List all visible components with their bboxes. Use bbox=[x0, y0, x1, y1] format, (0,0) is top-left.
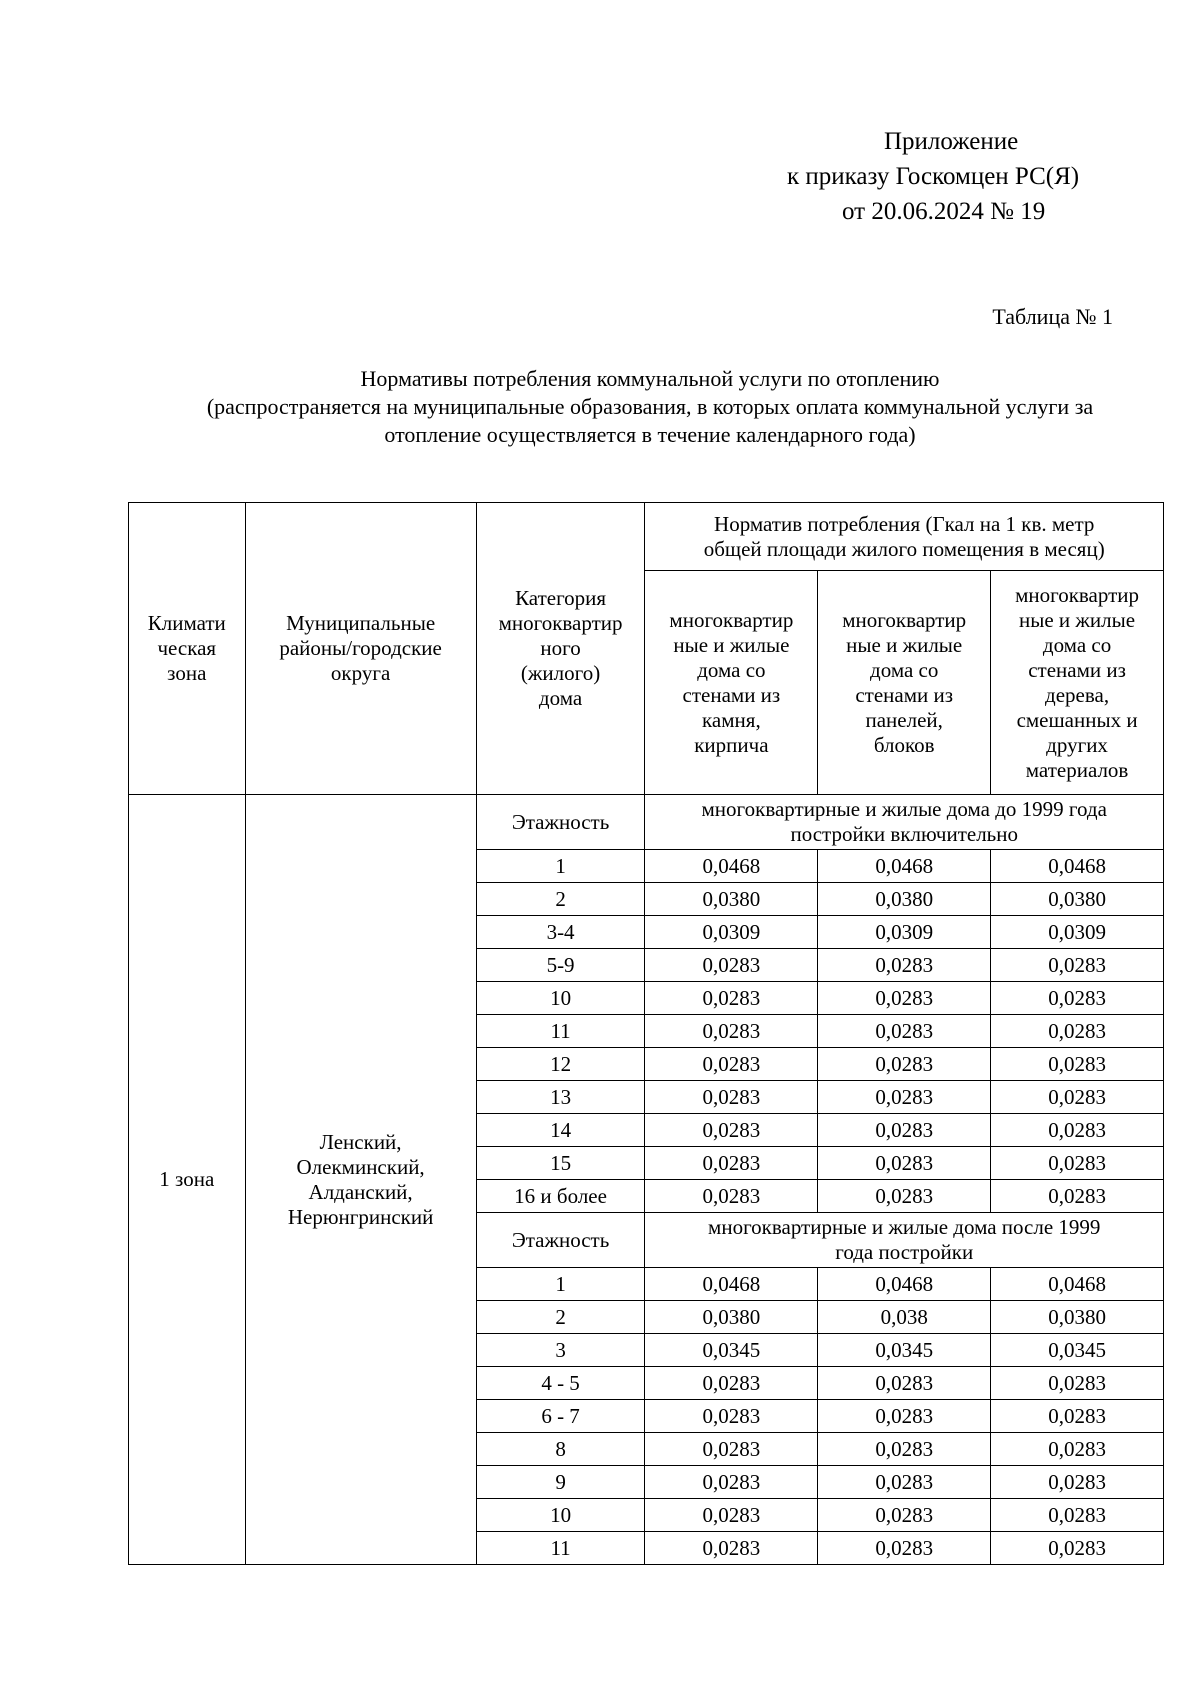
stone-walls-line: кирпича bbox=[694, 732, 769, 757]
norm-line: общей площади жилого помещения в месяц) bbox=[703, 536, 1105, 561]
stone-value-cell: 0,0380 bbox=[645, 1301, 818, 1334]
stone-value-cell: 0,0380 bbox=[645, 883, 818, 916]
stone-value-cell: 0,0468 bbox=[645, 1268, 818, 1301]
section-caption-line: многоквартирные и жилые дома до 1999 года bbox=[701, 797, 1107, 821]
panel-value-cell: 0,0283 bbox=[818, 1180, 991, 1213]
floors-cell: 1 bbox=[476, 850, 645, 883]
panel-value-cell: 0,0283 bbox=[818, 1367, 991, 1400]
header-stone-walls bbox=[645, 571, 818, 795]
section-caption-line: постройки включительно bbox=[790, 822, 1018, 846]
stone-walls-line: дома со bbox=[697, 657, 766, 682]
wood-walls-line: стенами из bbox=[1028, 657, 1126, 682]
stone-walls-line: ные и жилые bbox=[673, 632, 790, 657]
title-line-1: Нормативы потребления коммунальной услуги по отоплению bbox=[360, 366, 940, 391]
wood-value-cell: 0,0468 bbox=[991, 850, 1164, 883]
header-wood-walls bbox=[991, 571, 1164, 795]
climate-zone-line: зона bbox=[167, 661, 207, 685]
panel-value-cell: 0,0309 bbox=[818, 916, 991, 949]
stone-value-cell: 0,0283 bbox=[645, 1367, 818, 1400]
panel-value-cell: 0,0283 bbox=[818, 949, 991, 982]
wood-value-cell: 0,0345 bbox=[991, 1334, 1164, 1367]
title-line-2: (распространяется на муниципальные образования, в которых оплата коммунальной услуги за bbox=[206, 394, 1094, 419]
norm-line: Норматив потребления (Гкал на 1 кв. метр bbox=[714, 511, 1095, 536]
wood-value-cell: 0,0283 bbox=[991, 1433, 1164, 1466]
floors-cell: 5-9 bbox=[476, 949, 645, 982]
document-title bbox=[130, 365, 1170, 449]
wood-value-cell: 0,0283 bbox=[991, 1180, 1164, 1213]
panel-walls-line: панелей, bbox=[865, 707, 943, 732]
table-number: Таблица № 1 bbox=[992, 304, 1113, 329]
header-panel-walls bbox=[818, 571, 991, 795]
panel-value-cell: 0,0283 bbox=[818, 1466, 991, 1499]
panel-value-cell: 0,0283 bbox=[818, 1499, 991, 1532]
panel-value-cell: 0,038 bbox=[818, 1301, 991, 1334]
stone-value-cell: 0,0345 bbox=[645, 1334, 818, 1367]
stone-value-cell: 0,0283 bbox=[645, 982, 818, 1015]
wood-value-cell: 0,0283 bbox=[991, 1499, 1164, 1532]
districts-cell bbox=[245, 795, 476, 1565]
wood-value-cell: 0,0283 bbox=[991, 1466, 1164, 1499]
wood-walls-line: ные и жилые bbox=[1019, 607, 1136, 632]
floors-cell: 12 bbox=[476, 1048, 645, 1081]
panel-value-cell: 0,0468 bbox=[818, 850, 991, 883]
floors-cell: 2 bbox=[476, 883, 645, 916]
climate-zone-line: ческая bbox=[157, 636, 217, 660]
panel-value-cell: 0,0283 bbox=[818, 1147, 991, 1180]
category-line: многоквартир bbox=[498, 611, 623, 635]
stone-walls-line: стенами из bbox=[682, 682, 781, 707]
floors-cell: 6 - 7 bbox=[476, 1400, 645, 1433]
panel-walls-line: блоков bbox=[873, 732, 935, 757]
category-line: (жилого) bbox=[520, 661, 601, 685]
district-name: Ленский, bbox=[319, 1129, 402, 1154]
panel-walls-line: ные и жилые bbox=[846, 632, 963, 657]
appendix-date: от 20.06.2024 № 19 bbox=[842, 198, 1046, 225]
wood-value-cell: 0,0283 bbox=[991, 1532, 1164, 1565]
floors-label: Этажность bbox=[476, 1213, 645, 1268]
stone-value-cell: 0,0283 bbox=[645, 1532, 818, 1565]
wood-walls-line: дома со bbox=[1042, 632, 1112, 657]
wood-value-cell: 0,0309 bbox=[991, 916, 1164, 949]
panel-value-cell: 0,0283 bbox=[818, 1048, 991, 1081]
stone-value-cell: 0,0283 bbox=[645, 1400, 818, 1433]
panel-walls-line: стенами из bbox=[855, 682, 954, 707]
floors-cell: 2 bbox=[476, 1301, 645, 1334]
floors-cell: 8 bbox=[476, 1433, 645, 1466]
wood-walls-line: материалов bbox=[1025, 757, 1129, 782]
wood-walls-line: смешанных и bbox=[1016, 707, 1138, 732]
stone-value-cell: 0,0283 bbox=[645, 1081, 818, 1114]
stone-walls-line: многоквартир bbox=[669, 607, 794, 632]
floors-label: Этажность bbox=[476, 795, 645, 850]
floors-cell: 15 bbox=[476, 1147, 645, 1180]
appendix-order: к приказу Госкомцен РС(Я) bbox=[787, 163, 1080, 190]
appendix-title: Приложение bbox=[884, 128, 1019, 155]
floors-cell: 10 bbox=[476, 982, 645, 1015]
wood-value-cell: 0,0283 bbox=[991, 1367, 1164, 1400]
wood-walls-line: многоквартир bbox=[1015, 582, 1140, 607]
header-districts bbox=[245, 503, 476, 795]
panel-walls-line: многоквартир bbox=[842, 607, 967, 632]
panel-value-cell: 0,0345 bbox=[818, 1334, 991, 1367]
category-line: ного bbox=[540, 636, 581, 660]
floors-cell: 10 bbox=[476, 1499, 645, 1532]
floors-cell: 16 и более bbox=[476, 1180, 645, 1213]
floors-cell: 1 bbox=[476, 1268, 645, 1301]
wood-value-cell: 0,0283 bbox=[991, 982, 1164, 1015]
section-caption bbox=[645, 1213, 1164, 1268]
header-norm bbox=[645, 503, 1164, 571]
norms-table bbox=[128, 502, 1164, 1565]
panel-value-cell: 0,0283 bbox=[818, 1114, 991, 1147]
section-caption bbox=[645, 795, 1164, 850]
stone-value-cell: 0,0468 bbox=[645, 850, 818, 883]
panel-value-cell: 0,0283 bbox=[818, 1532, 991, 1565]
stone-value-cell: 0,0283 bbox=[645, 949, 818, 982]
districts-line: районы/городские bbox=[279, 636, 442, 660]
title-line-3: отопление осуществляется в течение календарного года) bbox=[384, 422, 916, 447]
header-category bbox=[476, 503, 645, 795]
category-line: Категория bbox=[515, 586, 607, 610]
wood-value-cell: 0,0380 bbox=[991, 1301, 1164, 1334]
panel-value-cell: 0,0468 bbox=[818, 1268, 991, 1301]
district-name: Алданский, bbox=[308, 1179, 413, 1204]
climate-zone-label: 1 зона bbox=[159, 1167, 215, 1191]
wood-value-cell: 0,0283 bbox=[991, 1081, 1164, 1114]
category-line: дома bbox=[538, 686, 583, 710]
stone-value-cell: 0,0309 bbox=[645, 916, 818, 949]
panel-value-cell: 0,0380 bbox=[818, 883, 991, 916]
panel-value-cell: 0,0283 bbox=[818, 982, 991, 1015]
climate-zone-line: Климати bbox=[147, 611, 226, 635]
wood-value-cell: 0,0283 bbox=[991, 1147, 1164, 1180]
stone-walls-line: камня, bbox=[702, 707, 761, 732]
floors-cell: 3-4 bbox=[476, 916, 645, 949]
floors-cell: 4 - 5 bbox=[476, 1367, 645, 1400]
stone-value-cell: 0,0283 bbox=[645, 1147, 818, 1180]
wood-value-cell: 0,0380 bbox=[991, 883, 1164, 916]
stone-value-cell: 0,0283 bbox=[645, 1180, 818, 1213]
stone-value-cell: 0,0283 bbox=[645, 1433, 818, 1466]
floors-cell: 9 bbox=[476, 1466, 645, 1499]
wood-value-cell: 0,0283 bbox=[991, 1114, 1164, 1147]
floors-cell: 3 bbox=[476, 1334, 645, 1367]
district-name: Олекминский, bbox=[296, 1154, 425, 1179]
wood-walls-line: дерева, bbox=[1045, 682, 1110, 707]
floors-cell: 11 bbox=[476, 1015, 645, 1048]
districts-line: округа bbox=[330, 661, 391, 685]
panel-value-cell: 0,0283 bbox=[818, 1400, 991, 1433]
section-header-row bbox=[129, 795, 1164, 850]
panel-value-cell: 0,0283 bbox=[818, 1015, 991, 1048]
stone-value-cell: 0,0283 bbox=[645, 1015, 818, 1048]
panel-value-cell: 0,0283 bbox=[818, 1081, 991, 1114]
floors-cell: 11 bbox=[476, 1532, 645, 1565]
section-caption-line: года постройки bbox=[835, 1240, 974, 1264]
panel-value-cell: 0,0283 bbox=[818, 1433, 991, 1466]
wood-value-cell: 0,0283 bbox=[991, 1048, 1164, 1081]
wood-value-cell: 0,0283 bbox=[991, 1400, 1164, 1433]
wood-value-cell: 0,0468 bbox=[991, 1268, 1164, 1301]
stone-value-cell: 0,0283 bbox=[645, 1499, 818, 1532]
climate-zone-cell bbox=[129, 795, 246, 1565]
header-climate-zone bbox=[129, 503, 246, 795]
section-caption-line: многоквартирные и жилые дома после 1999 bbox=[708, 1215, 1101, 1239]
district-name: Нерюнгринский bbox=[287, 1204, 434, 1229]
floors-cell: 13 bbox=[476, 1081, 645, 1114]
wood-value-cell: 0,0283 bbox=[991, 1015, 1164, 1048]
stone-value-cell: 0,0283 bbox=[645, 1048, 818, 1081]
wood-value-cell: 0,0283 bbox=[991, 949, 1164, 982]
stone-value-cell: 0,0283 bbox=[645, 1466, 818, 1499]
panel-walls-line: дома со bbox=[870, 657, 939, 682]
districts-line: Муниципальные bbox=[286, 611, 436, 635]
stone-value-cell: 0,0283 bbox=[645, 1114, 818, 1147]
floors-cell: 14 bbox=[476, 1114, 645, 1147]
wood-walls-line: других bbox=[1046, 732, 1108, 757]
